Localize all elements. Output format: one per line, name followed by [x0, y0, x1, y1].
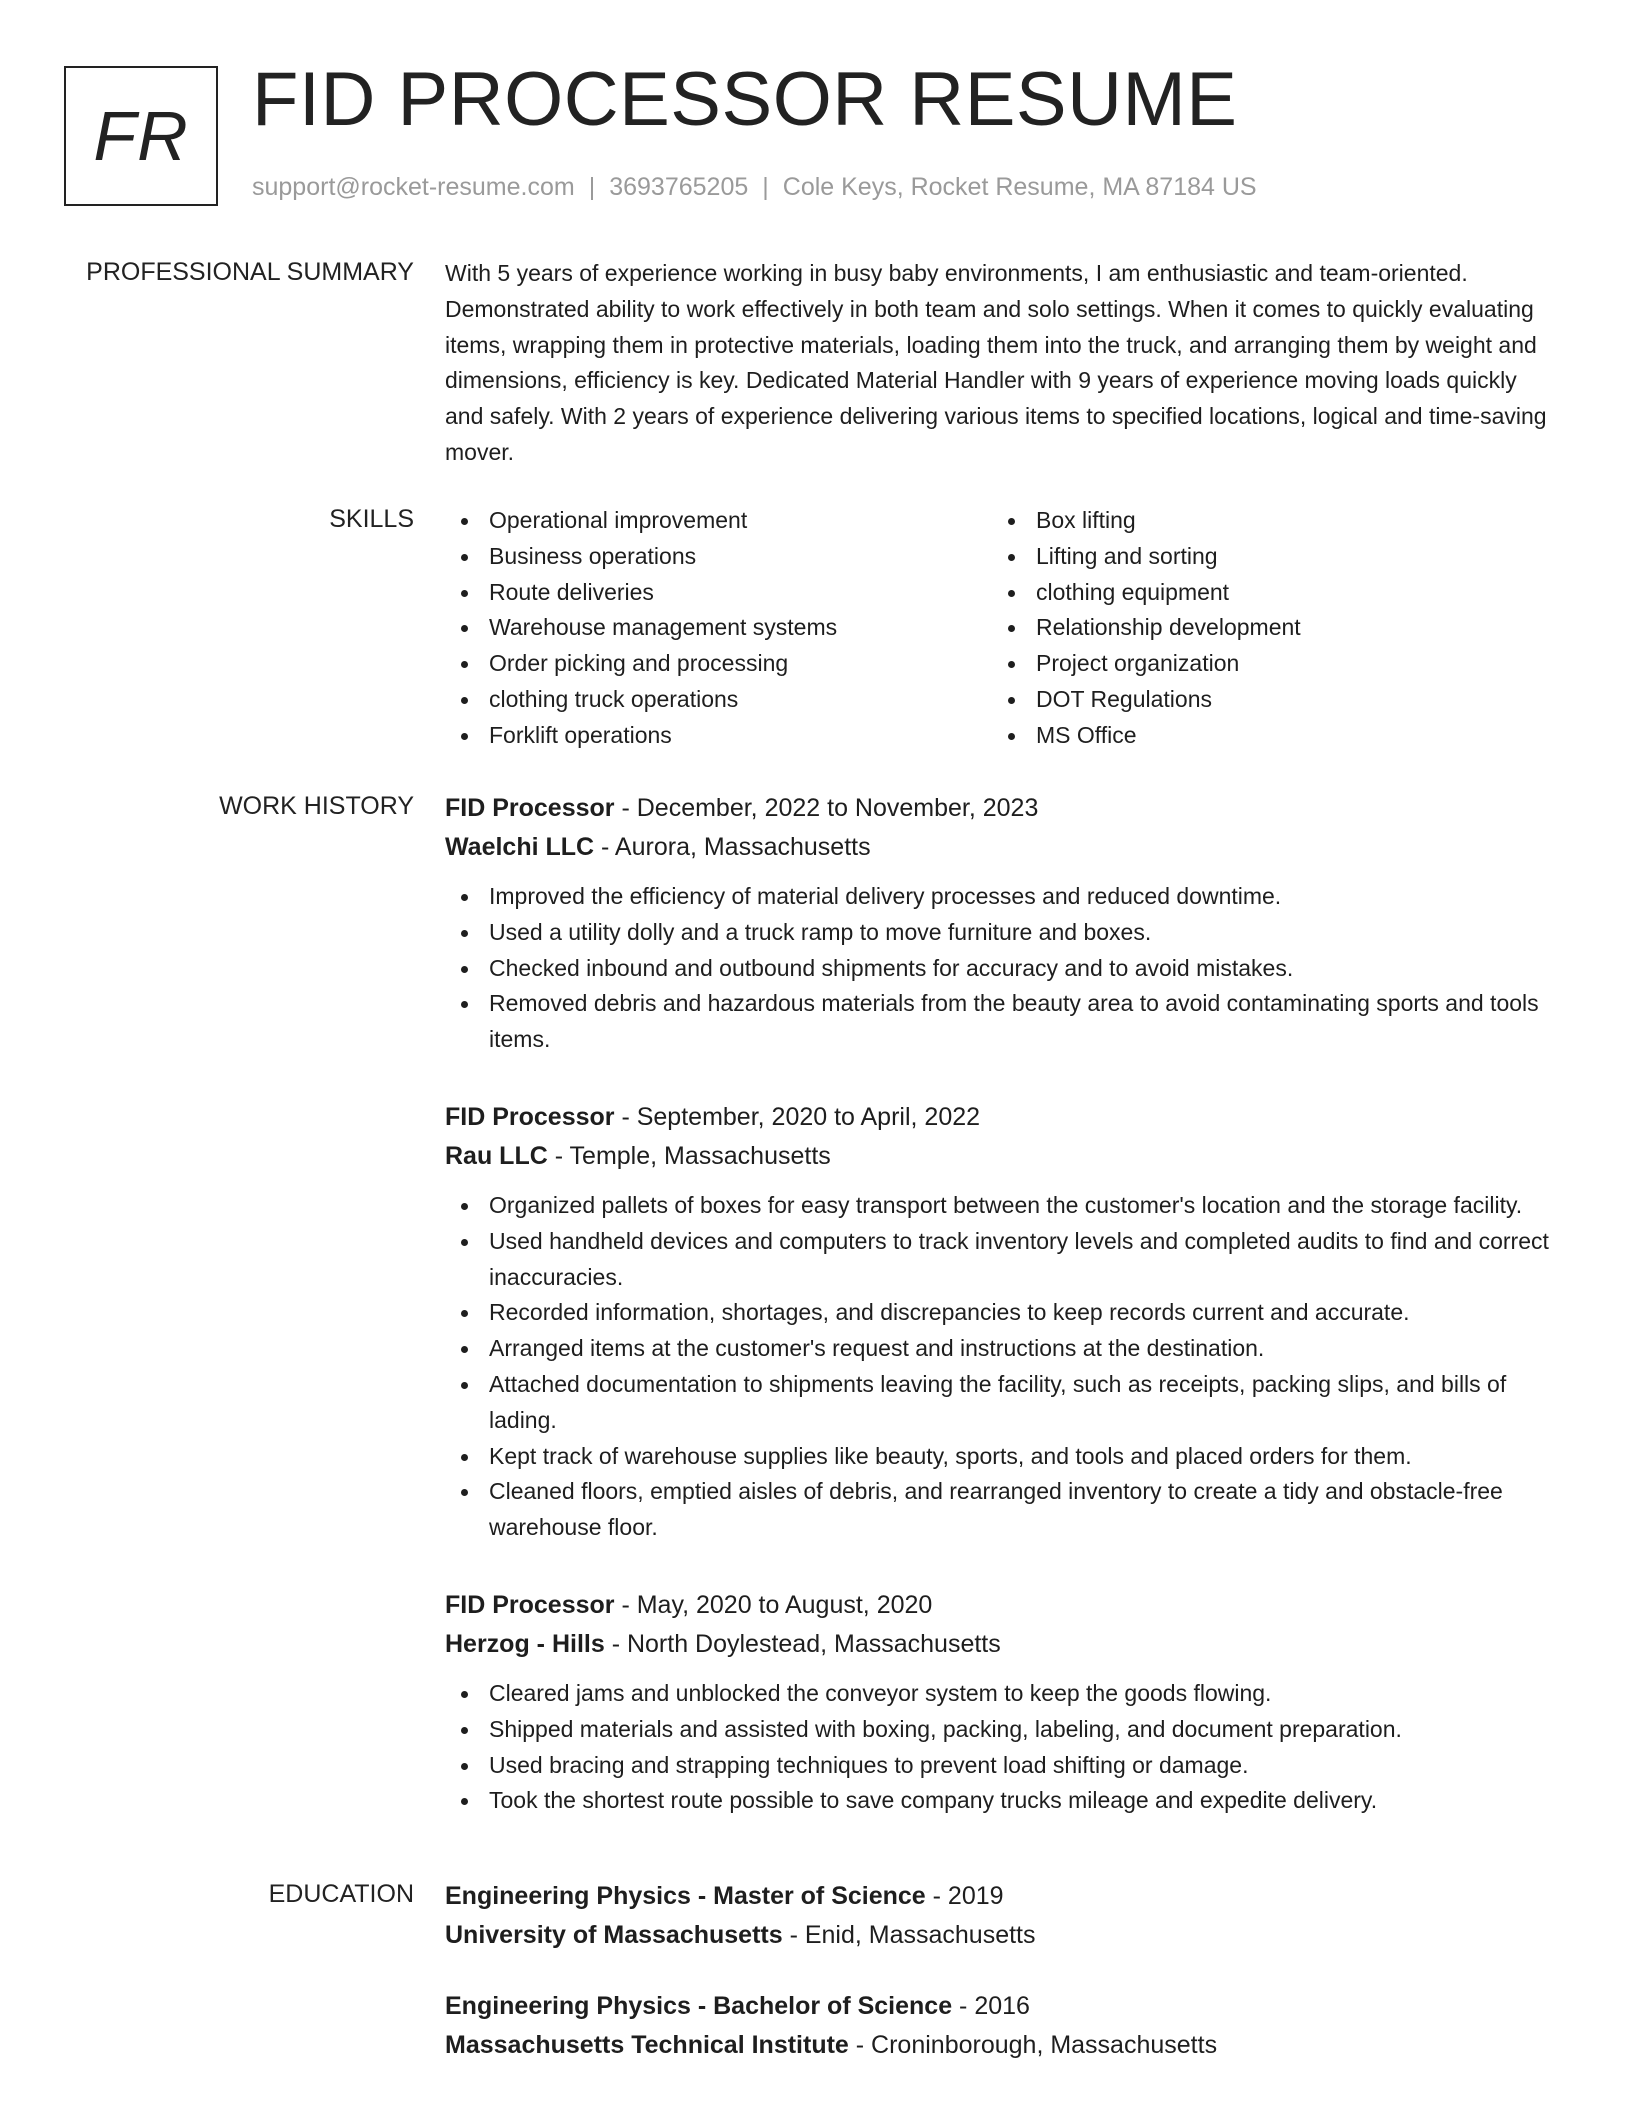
degree-year: - 2016 — [952, 1992, 1030, 2020]
contact-address: Cole Keys, Rocket Resume, MA 87184 US — [782, 173, 1257, 201]
job-entry — [445, 1586, 1555, 1819]
job-entry — [445, 789, 1555, 1058]
job-duty: Improved the efficiency of material delivery processes and reduced downtime. — [445, 879, 1555, 915]
contact-phone[interactable]: 3693765205 — [609, 173, 749, 201]
job-duty: Used a utility dolly and a truck ramp to move furniture and boxes. — [445, 915, 1555, 951]
education-body — [445, 1877, 1555, 2065]
skill-item: clothing truck operations — [445, 682, 992, 718]
degree-name: Engineering Physics - Master of Science — [445, 1882, 926, 1910]
job-company-line — [445, 1137, 1555, 1176]
degree-year: - 2019 — [925, 1882, 1004, 1910]
skills-body — [445, 503, 1555, 754]
job-duty: Arranged items at the customer's request and instructions at the destination. — [445, 1331, 1555, 1367]
degree-name: Engineering Physics - Bachelor of Science — [445, 1992, 953, 2020]
school-location: - Enid, Massachusetts — [782, 1921, 1036, 1949]
job-duties-list — [445, 879, 1555, 1058]
education-entry — [445, 1877, 1555, 1955]
job-entry — [445, 1098, 1555, 1546]
skill-item: Operational improvement — [445, 503, 992, 539]
job-title: FID Processor — [445, 794, 615, 822]
skills-list-left — [445, 503, 992, 754]
skill-item: Project organization — [992, 646, 1539, 682]
job-title: FID Processor — [445, 1102, 615, 1131]
job-title-line — [445, 789, 1555, 828]
job-company: Rau LLC — [445, 1141, 548, 1170]
job-duty: Took the shortest route possible to save company trucks mileage and expedite delivery. — [445, 1783, 1555, 1819]
section-heading-skills: SKILLS — [329, 505, 414, 533]
job-duty: Removed debris and hazardous materials from the beauty area to avoid contaminating sports and tools items. — [445, 986, 1555, 1058]
job-dates: - May, 2020 to August, 2020 — [614, 1590, 933, 1619]
job-duty: Used bracing and strapping techniques to prevent load shifting or damage. — [445, 1748, 1555, 1784]
skill-item: Box lifting — [992, 503, 1539, 539]
school-name: Massachusetts Technical Institute — [445, 2031, 849, 2059]
section-heading-work-history: WORK HISTORY — [219, 792, 414, 820]
school-location: - Croninborough, Massachusetts — [848, 2031, 1218, 2059]
job-duty: Cleared jams and unblocked the conveyor system to keep the goods flowing. — [445, 1676, 1555, 1712]
skills-list-right — [992, 503, 1539, 754]
job-duty: Checked inbound and outbound shipments for accuracy and to avoid mistakes. — [445, 951, 1555, 987]
job-dates: - December, 2022 to November, 2023 — [614, 794, 1039, 822]
section-heading-summary: PROFESSIONAL SUMMARY — [86, 258, 414, 286]
section-heading-education: EDUCATION — [268, 1880, 414, 1908]
job-duty: Organized pallets of boxes for easy transport between the customer's location and the storage facility. — [445, 1188, 1555, 1224]
school-line — [445, 2026, 1555, 2065]
job-duty: Used handheld devices and computers to track inventory levels and completed audits to find and correct inaccuracies. — [445, 1224, 1555, 1296]
job-title-line — [445, 1098, 1555, 1137]
work-history-body — [445, 789, 1555, 1819]
job-company-line — [445, 1625, 1555, 1664]
skill-item: Route deliveries — [445, 575, 992, 611]
school-name: University of Massachusetts — [445, 1921, 783, 1949]
job-title: FID Processor — [445, 1590, 615, 1619]
school-line — [445, 1916, 1555, 1955]
job-duties-list — [445, 1188, 1555, 1546]
job-company: Waelchi LLC — [445, 833, 595, 861]
skill-item: Forklift operations — [445, 718, 992, 754]
contact-line — [252, 173, 1257, 202]
education-entry — [445, 1987, 1555, 2065]
job-duty: Attached documentation to shipments leaving the facility, such as receipts, packing slips, and bills of lading. — [445, 1367, 1555, 1439]
job-title-line — [445, 1586, 1555, 1625]
job-duty: Shipped materials and assisted with boxing, packing, labeling, and document preparation. — [445, 1712, 1555, 1748]
contact-email[interactable]: support@rocket-resume.com — [252, 173, 575, 201]
job-duties-list — [445, 1676, 1555, 1819]
contact-separator: | — [762, 173, 769, 201]
skill-item: DOT Regulations — [992, 682, 1539, 718]
job-location: - North Doylestead, Massachusetts — [604, 1629, 1001, 1658]
job-dates: - September, 2020 to April, 2022 — [614, 1102, 981, 1131]
skill-item: Warehouse management systems — [445, 610, 992, 646]
job-duty: Cleaned floors, emptied aisles of debris, and rearranged inventory to create a tidy and obstacle-free warehouse floor. — [445, 1474, 1555, 1546]
job-location: - Temple, Massachusetts — [547, 1141, 831, 1170]
job-company-line — [445, 828, 1555, 867]
job-company: Herzog - Hills — [445, 1629, 605, 1658]
contact-separator: | — [588, 173, 596, 201]
job-duty: Recorded information, shortages, and discrepancies to keep records current and accurate. — [445, 1295, 1555, 1331]
monogram-badge — [64, 66, 218, 206]
degree-line — [445, 1877, 1555, 1916]
monogram-initials: FR — [93, 97, 189, 175]
skill-item: Business operations — [445, 539, 992, 575]
skill-item: MS Office — [992, 718, 1539, 754]
skill-item: Lifting and sorting — [992, 539, 1539, 575]
skill-item: clothing equipment — [992, 575, 1539, 611]
summary-text: With 5 years of experience working in busy baby environments, I am enthusiastic and team-oriented. Demonstrated ability to work effectively in both team and solo settings. When it comes to quickly evaluating items, wrapping them in protective materials, loading them into the truck, and arranging them by weight and dimensions, efficiency is key. Dedicated Material Handler with 9 years of experience moving loads quickly and safely. With 2 years of experience delivering various items to specified locations, logical and time-saving mover. — [445, 260, 1547, 465]
job-duty: Kept track of warehouse supplies like beauty, sports, and tools and placed orders for them. — [445, 1439, 1555, 1475]
skill-item: Relationship development — [992, 610, 1539, 646]
resume-title: FID PROCESSOR RESUME — [252, 57, 1238, 142]
job-location: - Aurora, Massachusetts — [594, 833, 871, 861]
degree-line — [445, 1987, 1555, 2026]
skill-item: Order picking and processing — [445, 646, 992, 682]
